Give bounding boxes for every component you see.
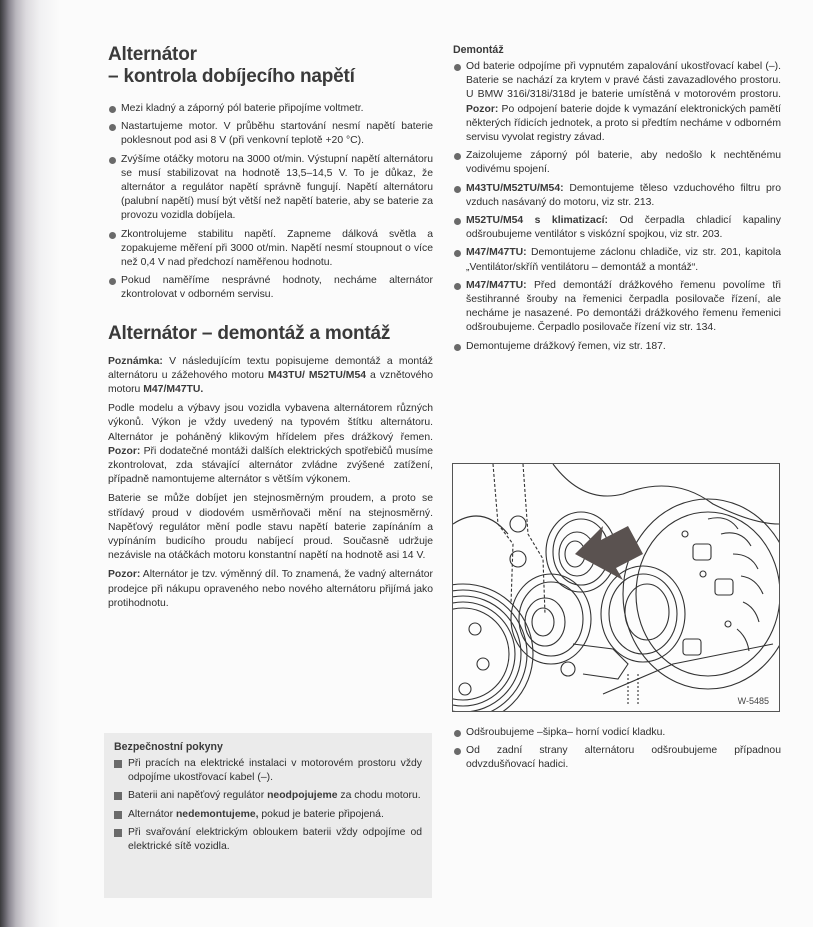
list-item: Při pracích na elektrické instalaci v motorovém prostoru vždy odpojíme ukostřovací kabel (–).	[114, 757, 422, 785]
list-item: Nastartujeme motor. V průběhu startování nesmí napětí baterie poklesnout pod asi 8 V (při venkovní teplotě +20 °C).	[108, 120, 433, 148]
bullet-icon	[454, 218, 461, 225]
bullet-icon	[109, 106, 116, 113]
list-item: M43TU/M52TU/M54: Demontujeme těleso vzduchového filtru pro vzduch nasávaný do motoru, viz str. 213.	[453, 182, 781, 210]
list-item: Baterii ani napěťový regulátor neodpojujeme za chodu motoru.	[114, 789, 422, 803]
list-item: Zkontrolujeme stabilitu napětí. Zapneme dálková světla a zopakujeme měření při 3000 ot/min. Napětí nesmí stoupnout o více než 0,4 V nad předchozí naměřenou hodnotu.	[108, 228, 433, 271]
bullet-icon	[454, 186, 461, 193]
list-item: Od zadní strany alternátoru odšroubujeme případnou odvzdušňovací hadici.	[453, 744, 781, 772]
bullet-icon	[454, 344, 461, 351]
bolt-head	[510, 516, 526, 532]
bullet-icon	[454, 64, 461, 71]
list-item: Zvýšíme otáčky motoru na 3000 ot/min. Výstupní napětí alternátoru se musí stabilizovat na hodnotě 13,5–14,5 V. To je důkaz, že alternátor a regulátor napětí správně fungují. Napětí alternátoru (palubní napětí) musí být větší než napětí baterie, aby se baterie za provozu vozidla dobíjela.	[108, 153, 433, 224]
bullet-icon	[109, 124, 116, 131]
list-item: Mezi kladný a záporný pól baterie připojíme voltmetr.	[108, 102, 433, 116]
square-bullet-icon	[114, 811, 122, 819]
bullet-icon	[109, 278, 116, 285]
title-line-2: – kontrola dobíjecího napětí	[108, 66, 355, 87]
list-item: M47/M47TU: Demontujeme záclonu chladiče, viz str. 201, kapitola „Ventilátor/skříň ventilátoru – demontáž a montáž“.	[453, 246, 781, 274]
list-item: Odšroubujeme –šipka– horní vodicí kladku.	[453, 726, 781, 740]
alternator-pulley-illustration	[452, 463, 780, 712]
alternator-line-drawing	[453, 464, 779, 711]
list-item: Při svařování elektrickým obloukem baterii vždy odpojíme od elektrické sítě vozidla.	[114, 826, 422, 854]
safety-title: Bezpečnostní pokyny	[114, 741, 223, 753]
bullet-icon	[454, 250, 461, 257]
list-item: Zaizolujeme záporný pól baterie, aby nedošlo k nechtěnému vodivému spojení.	[453, 149, 781, 177]
left-column	[108, 44, 433, 616]
note-paragraph: Poznámka: V následujícím textu popisujeme demontáž a montáž alternátoru u zážehového motoru M43TU/ M52TU/M54 a vznětového motoru M47/M47TU.	[108, 355, 433, 396]
square-bullet-icon	[114, 792, 122, 800]
removal-steps	[453, 60, 781, 354]
bullet-icon	[109, 232, 116, 239]
section-title-charging-check	[108, 44, 433, 88]
bullet-icon	[109, 157, 116, 164]
bullet-icon	[454, 283, 461, 290]
list-item: Demontujeme drážkový řemen, viz str. 187.	[453, 340, 781, 354]
list-item: Od baterie odpojíme při vypnutém zapalování ukostřovací kabel (–). Baterie se nachází za krytem v pravé části zavazadlového prostoru. U BMW 316i/318i/318d je baterie umístěná v motorovém prostoru. Pozor: Po odpojení baterie dojde k vymazání elektronických pamětí některých řídicích jednotek, a proto si předtím necháme v odborném servisu vyvolat registry závad.	[453, 60, 781, 145]
list-item: M47/M47TU: Před demontáží drážkového řemenu povolíme tři šestihranné šrouby na řemenici čerpadla posilovače řízení, ale necháme je nasazené. Po demontáži drážkového řemenu řemenici odšroubujeme. Čerpadlo posilovače řízení viz str. 134.	[453, 279, 781, 336]
title-line-1: Alternátor	[108, 44, 197, 65]
paragraph-alternator-power: Podle modelu a výbavy jsou vozidla vybavena alternátorem různých výkonů. Výkon je vždy uvedený na typovém štítku alternátoru. Alternátor je poháněný klikovým hřídelem přes drážkový řemen. Pozor: Při dodatečné montáži dalších elektrických spotřebičů musíme zkontrolovat, zda stávající alternátor zvládne zvýšené zatížení, případně namontujeme alternátor s větším výkonem.	[108, 403, 433, 486]
section-title-removal-installation: Alternátor – demontáž a montáž	[108, 322, 391, 344]
square-bullet-icon	[114, 829, 122, 837]
engine-contour	[453, 464, 779, 534]
paragraph-exchange-part: Pozor: Alternátor je tzv. výměnný díl. To znamená, že vadný alternátor prodejce při nákupu opraveného nebo nového alternátoru přijímá jako protihodnotu.	[108, 569, 433, 609]
bullet-icon	[454, 730, 461, 737]
list-item: M52TU/M54 s klimatizací: Od čerpadla chladicí kapaliny odšroubujeme ventilátor s viskózní spojkou, viz str. 203.	[453, 214, 781, 242]
charging-check-steps	[108, 102, 433, 303]
figure-code: W-5485	[737, 696, 769, 706]
right-column	[453, 44, 781, 358]
alternator-pulley	[601, 566, 685, 662]
book-binding-shadow	[0, 0, 60, 927]
crankshaft-pulley	[453, 584, 533, 711]
safety-list	[114, 757, 422, 854]
bullet-icon	[454, 748, 461, 755]
square-bullet-icon	[114, 760, 122, 768]
list-item: Alternátor nedemontujeme, pokud je baterie připojená.	[114, 808, 422, 822]
bullet-icon	[454, 153, 461, 160]
list-item: Pokud naměříme nesprávné hodnoty, necháme alternátor zkontrolovat v odborném servisu.	[108, 274, 433, 302]
paragraph-charging-current: Baterie se může dobíjet jen stejnosměrným proudem, a proto se střídavý proud v diodovém usměrňovači mění na stejnosměrný. Napěťový regulátor mění podle stavu napětí baterie zapínáním a vypínáním budicího proudu nabíjecí proud. Současně udržuje nezávisle na otáčkách motoru konstantní napětí na hodnotě asi 14 V.	[108, 493, 433, 562]
safety-instructions-box	[104, 733, 432, 898]
removal-heading: Demontáž	[453, 44, 504, 56]
post-figure-steps	[453, 726, 781, 777]
